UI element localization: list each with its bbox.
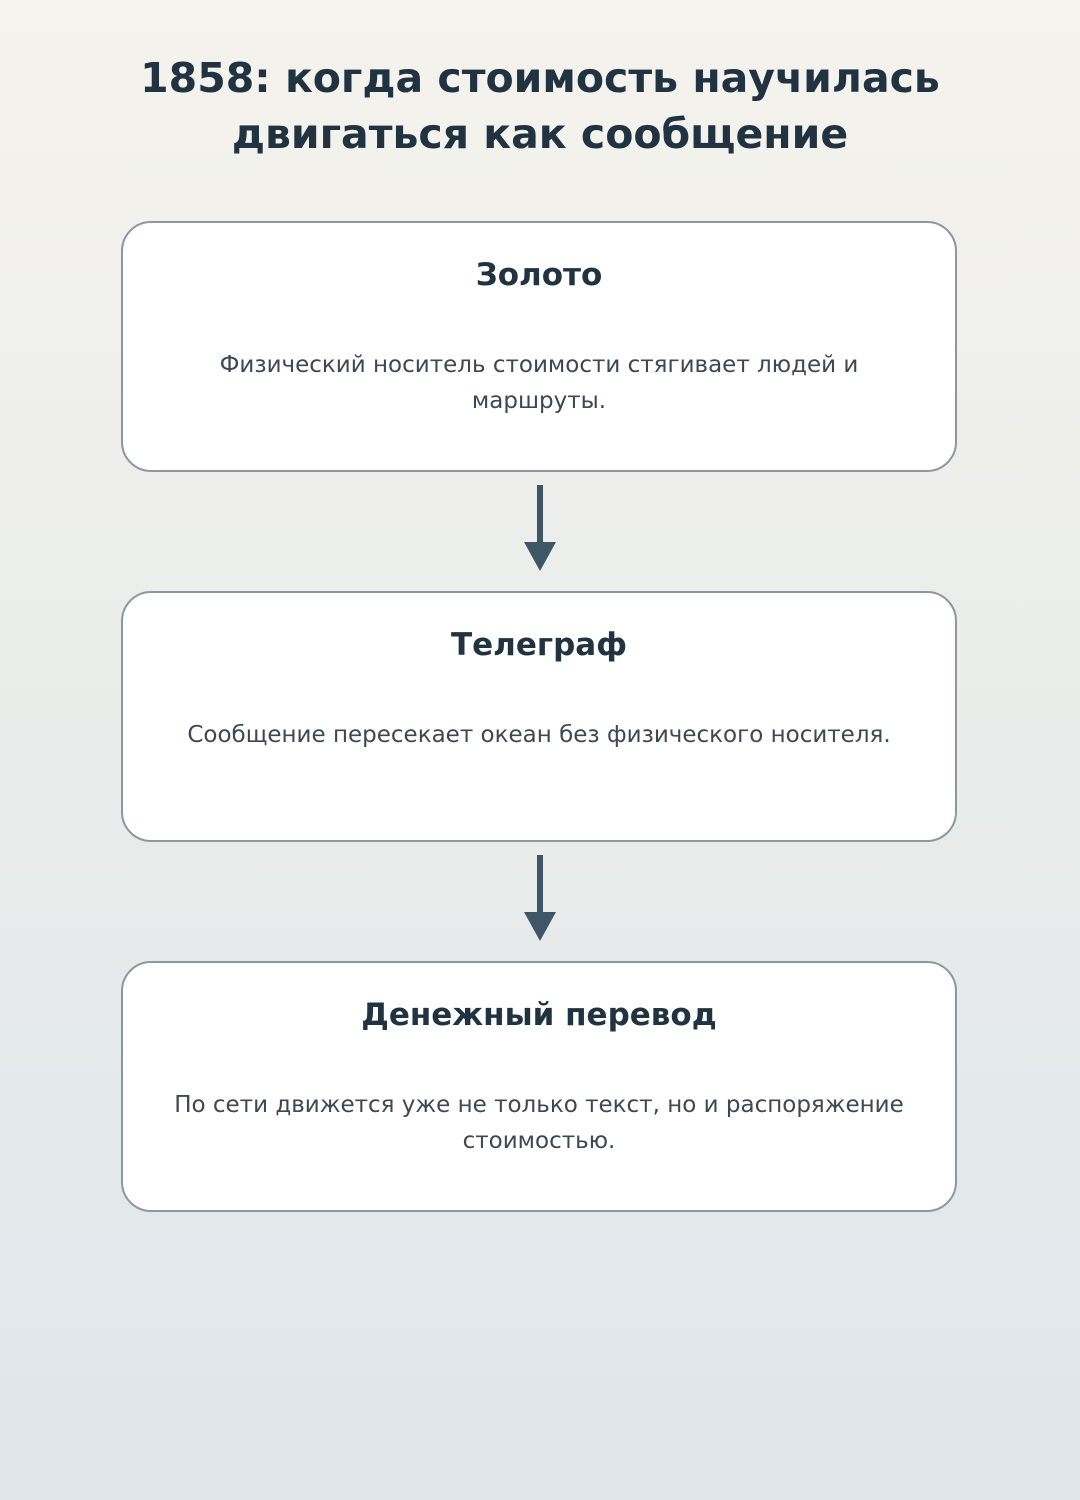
step-text-gold: Физический носитель стоимости стягивает людей и маршруты. — [219, 352, 859, 414]
step-box-telegraph — [121, 591, 957, 842]
page-title — [0, 50, 1080, 162]
arrow-down-icon — [523, 485, 557, 573]
step-text-telegraph: Сообщение пересекает океан без физического носителя. — [187, 722, 891, 748]
step-box-money-transfer — [121, 961, 957, 1212]
step-box-gold — [121, 221, 957, 472]
step-text-money-transfer: По сети движется уже не только текст, но и распоряжение стоимостью. — [174, 1092, 904, 1154]
page-title-line-2: двигаться как сообщение — [231, 110, 849, 158]
page-title-line-1: 1858: когда стоимость научилась — [140, 54, 940, 102]
arrow-down-icon — [523, 855, 557, 943]
step-heading-money-transfer: Денежный перевод — [361, 997, 717, 1033]
step-heading-gold: Золото — [475, 257, 603, 293]
step-heading-telegraph: Телеграф — [451, 627, 627, 663]
